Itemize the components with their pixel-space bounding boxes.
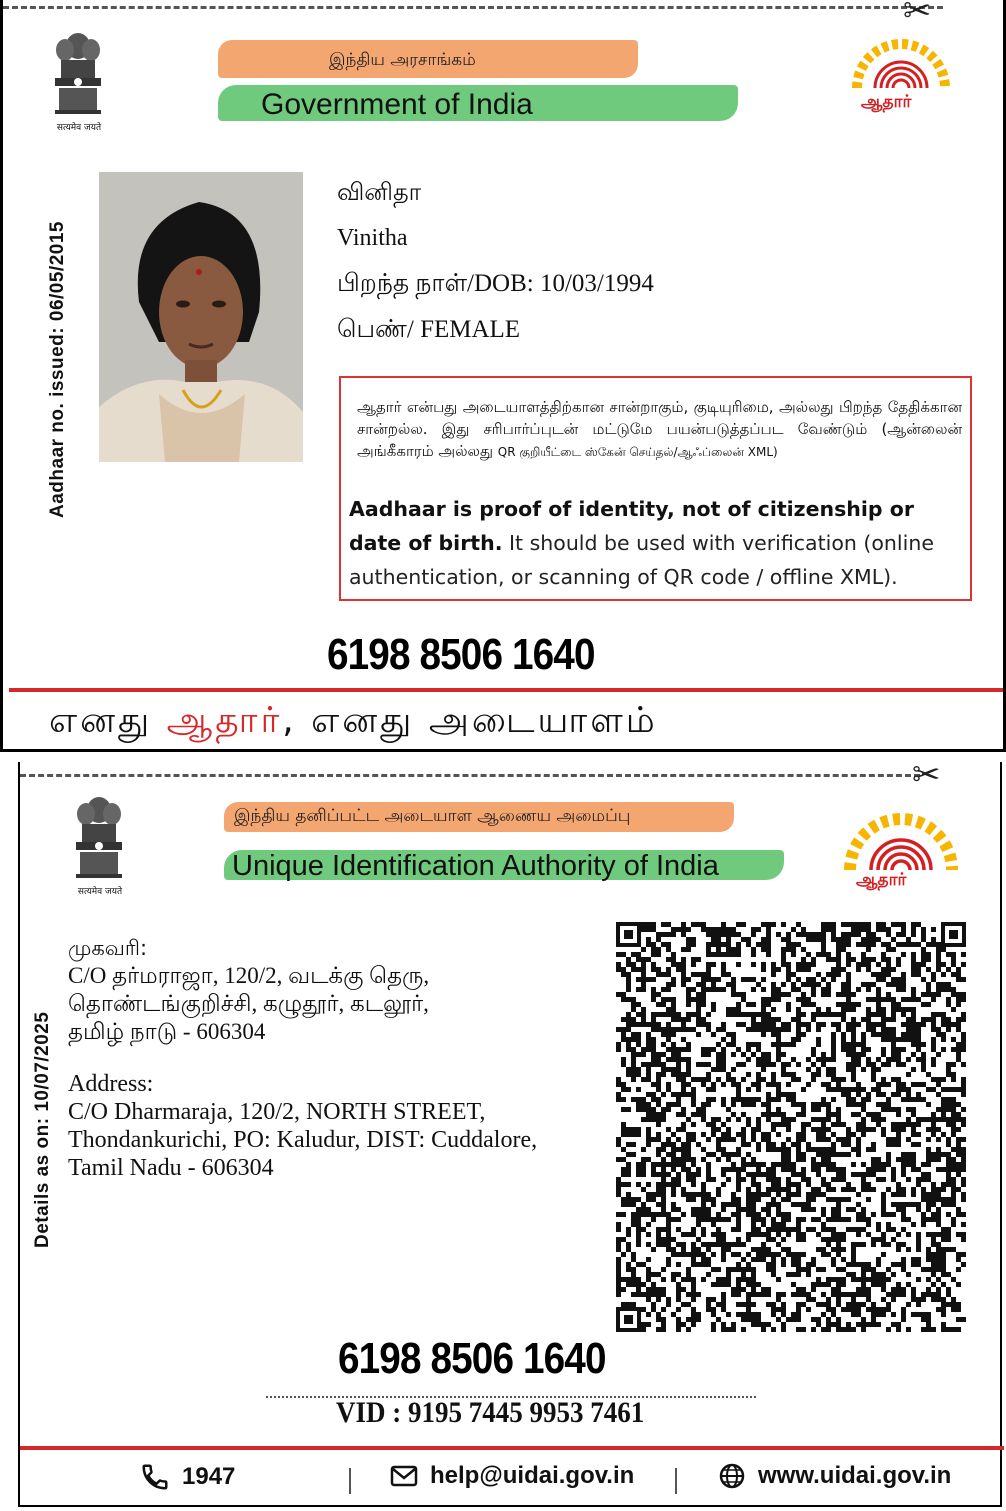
mail-icon [390, 1464, 418, 1488]
aadhaar-logo-icon [849, 30, 953, 92]
slogan: எனது ஆதார், எனது அடையாளம் [49, 700, 658, 741]
ashoka-emblem-icon [47, 28, 109, 120]
aadhaar-logo-text: ஆதார் [861, 92, 912, 112]
name-english: Vinitha [337, 225, 408, 251]
footer-separator [675, 1468, 677, 1494]
aadhaar-back-card [18, 756, 1002, 1507]
address-english-line: Tamil Nadu - 606304 [68, 1155, 274, 1181]
phone-icon [140, 1462, 170, 1492]
ashoka-emblem-icon [68, 792, 130, 884]
header-tamil: இந்திய தனிப்பட்ட அடையாள ஆணைய அமைப்பு [234, 806, 631, 826]
address-tamil-block [68, 934, 429, 1046]
footer-email[interactable] [390, 1462, 634, 1490]
notice-english [349, 492, 969, 594]
aadhaar-logo-icon [842, 802, 960, 874]
globe-icon [718, 1462, 746, 1490]
notice-english-bold: Aadhaar is proof of identity, not of citizenship or date of birth. [349, 497, 914, 555]
emblem-caption: सत्यमेव जयते [77, 887, 123, 897]
address-english-line: Thondankurichi, PO: Kaludur, DIST: Cuddalore, [68, 1127, 538, 1153]
header-tamil: இந்திய அரசாங்கம் [329, 50, 476, 70]
support-email[interactable]: help@uidai.gov.in [430, 1462, 635, 1489]
gender: பெண்/ FEMALE [337, 316, 521, 343]
helpline-number: 1947 [182, 1463, 236, 1490]
notice-tamil-tail: QR குறியீட்டை ஸ்கேன் செய்தல்/ஆஃப்லைன் XML) [497, 445, 778, 459]
notice-box [339, 376, 972, 601]
footer-website[interactable] [718, 1462, 951, 1490]
header-english: Unique Identification Authority of India [232, 850, 719, 882]
date-of-birth: பிறந்த நாள்/DOB: 10/03/1994 [337, 270, 654, 297]
address-english-line: C/O Dharmaraja, 120/2, NORTH STREET, [68, 1099, 486, 1125]
aadhaar-number: 6198 8506 1640 [338, 1334, 606, 1383]
scissors-icon: ✂ [903, 0, 932, 30]
address-tamil-line: C/O தர்மராஜா, 120/2, வடக்கு தெரு, [68, 963, 430, 988]
aadhaar-number: 6198 8506 1640 [327, 630, 595, 679]
qr-finder-pattern [616, 922, 641, 947]
cut-line [3, 6, 943, 9]
emblem-caption: सत्यमेव जयते [56, 123, 102, 133]
address-tamil-line: தொண்டங்குறிச்சி, கழுதூர், கடலூர், [68, 991, 429, 1016]
aadhaar-front-card [0, 0, 1006, 752]
red-divider [20, 1446, 1004, 1450]
address-tamil-line: தமிழ் நாடு - 606304 [68, 1019, 266, 1044]
address-label-english: Address: [68, 1071, 154, 1097]
virtual-id: VID : 9195 7445 9953 7461 [336, 1396, 645, 1429]
qr-finder-pattern [616, 1307, 641, 1332]
holder-photo [99, 172, 303, 462]
red-divider [9, 688, 1003, 692]
notice-english-rest: It should be used with verification (online authentication, or scanning of QR code / offline XML). [349, 531, 934, 589]
notice-tamil: ஆதார் என்பது அடையாளத்திற்கான சான்றாகும், குடியுரிமை, அல்லது பிறந்த தேதிக்கான சான்றல்ல. இது சரிபார்ப்புடன் மட்டுமே பயன்படுத்தப்பட வேண்டும் (ஆன்லைன் அங்கீகாரம் அல்லது QR குறியீட்டை ஸ்கேன் செய்தல்/ஆஃப்லைன் XML) [357, 398, 962, 460]
qr-code [616, 922, 966, 1332]
footer-separator [349, 1468, 351, 1494]
qr-finder-pattern [941, 922, 966, 947]
footer-phone [140, 1462, 235, 1492]
slogan-aadhaar: ஆதார் [166, 700, 283, 741]
address-label-tamil: முகவரி: [68, 936, 148, 960]
issued-date-vertical: Aadhaar no. issued: 06/05/2015 [47, 221, 68, 518]
details-date-vertical: Details as on: 10/07/2025 [32, 1011, 53, 1248]
cut-line [20, 774, 920, 777]
header-english: Government of India [261, 88, 533, 121]
name-tamil: வினிதா [337, 178, 422, 206]
aadhaar-logo-text: ஆதார் [856, 870, 907, 890]
scissors-icon: ✂ [912, 756, 941, 794]
website-link[interactable]: www.uidai.gov.in [758, 1462, 952, 1489]
address-english-block [68, 1070, 537, 1182]
